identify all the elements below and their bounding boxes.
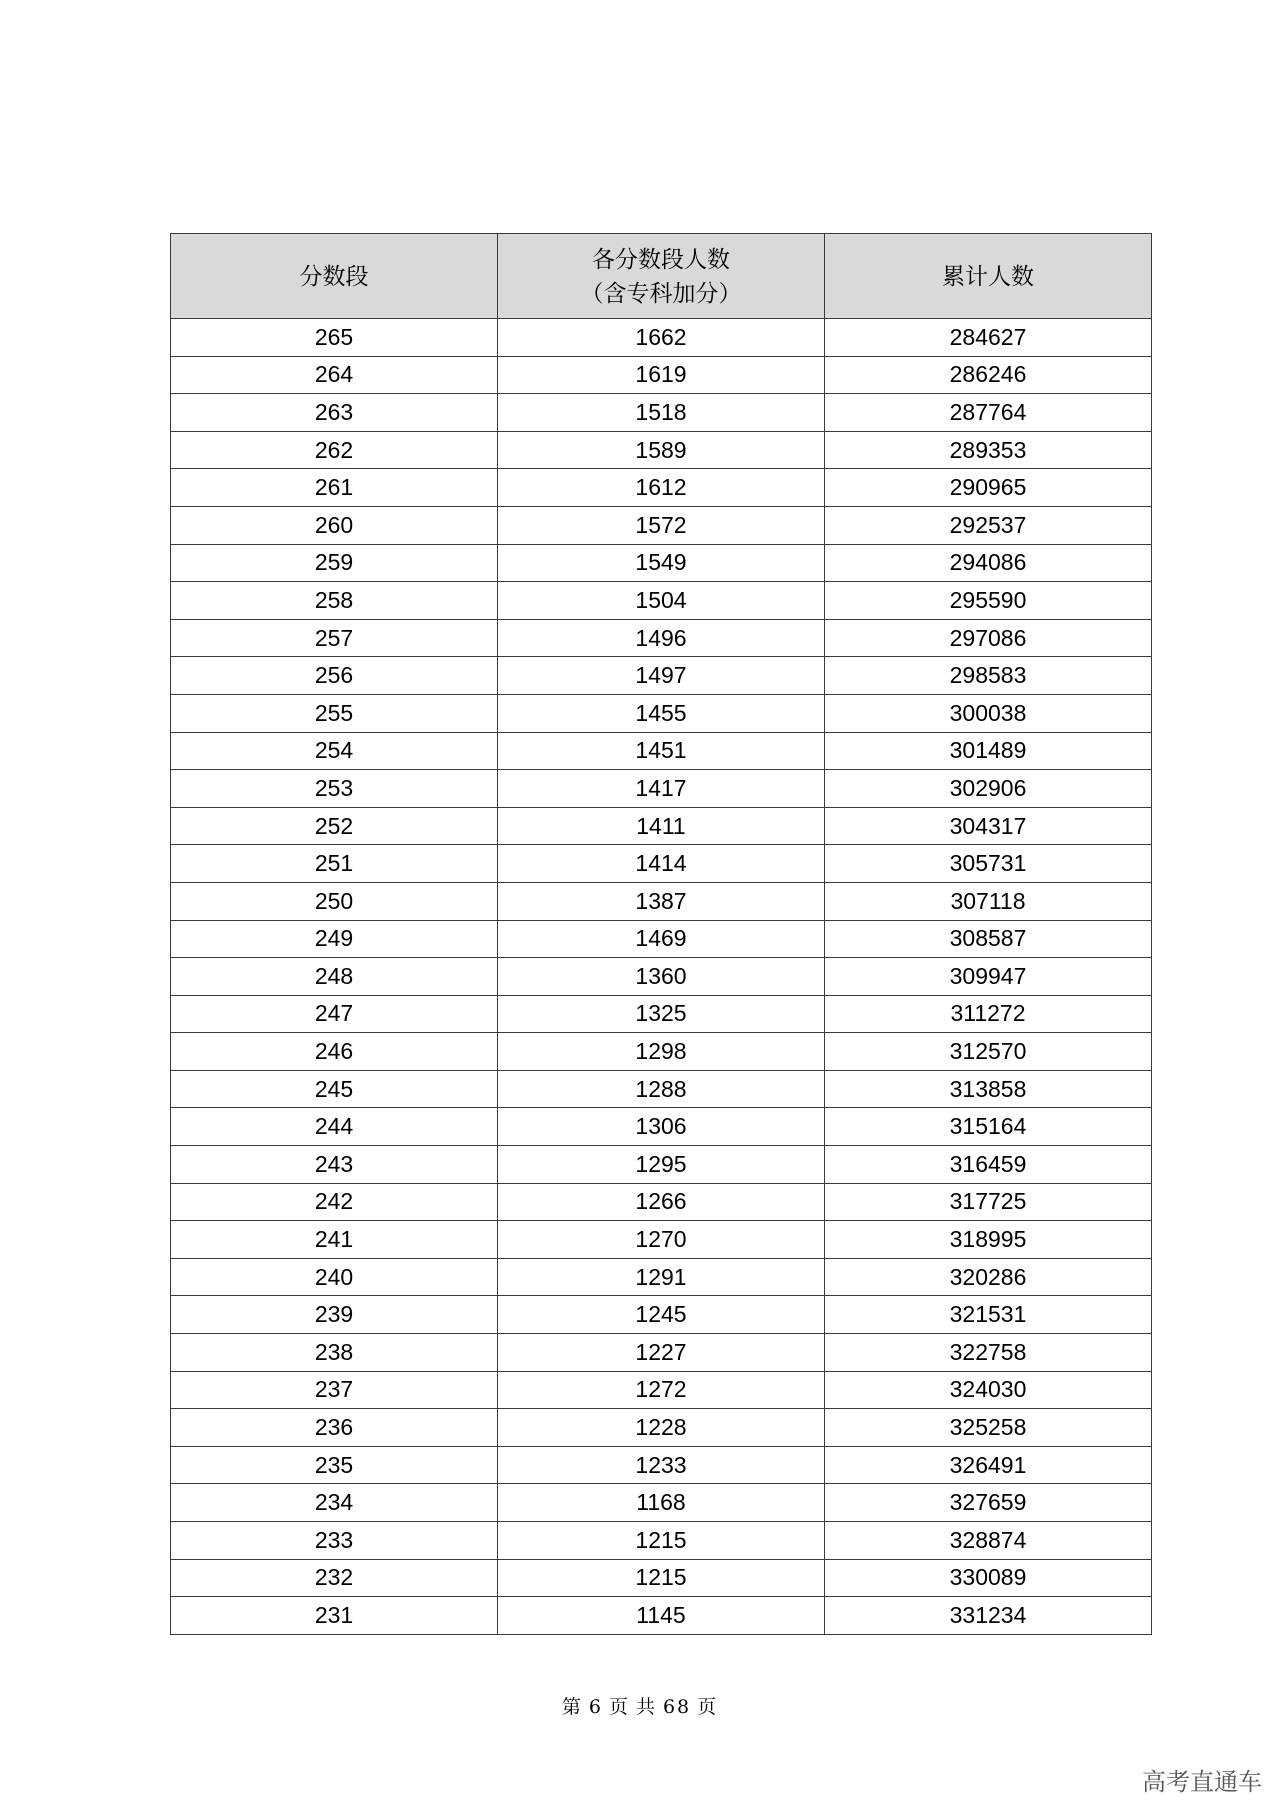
cell-band-count: 1504 [498, 582, 825, 620]
table-header-row [171, 234, 1152, 319]
cell-cumulative: 287764 [825, 394, 1152, 432]
table-row [171, 1296, 1152, 1334]
cell-cumulative: 311272 [825, 995, 1152, 1033]
cell-cumulative: 290965 [825, 469, 1152, 507]
cell-band-count: 1619 [498, 356, 825, 394]
table-row [171, 544, 1152, 582]
table-row [171, 807, 1152, 845]
table-row [171, 431, 1152, 469]
table-row [171, 1334, 1152, 1372]
table-row [171, 958, 1152, 996]
cell-score-band: 241 [171, 1221, 498, 1259]
cell-cumulative: 313858 [825, 1070, 1152, 1108]
cell-cumulative: 331234 [825, 1597, 1152, 1635]
cell-score-band: 234 [171, 1484, 498, 1522]
cell-cumulative: 294086 [825, 544, 1152, 582]
cell-band-count: 1272 [498, 1371, 825, 1409]
cell-band-count: 1145 [498, 1597, 825, 1635]
cell-score-band: 260 [171, 506, 498, 544]
table-row [171, 770, 1152, 808]
cell-score-band: 265 [171, 319, 498, 357]
cell-cumulative: 297086 [825, 619, 1152, 657]
cell-band-count: 1360 [498, 958, 825, 996]
cell-score-band: 252 [171, 807, 498, 845]
table-row [171, 356, 1152, 394]
cell-score-band: 238 [171, 1334, 498, 1372]
table-row [171, 882, 1152, 920]
cell-band-count: 1306 [498, 1108, 825, 1146]
cell-cumulative: 327659 [825, 1484, 1152, 1522]
cell-band-count: 1168 [498, 1484, 825, 1522]
header-score-band-label: 分数段 [299, 263, 369, 289]
table-row [171, 1522, 1152, 1560]
footer-total-pages: 68 [662, 1696, 692, 1718]
cell-score-band: 235 [171, 1446, 498, 1484]
cell-cumulative: 307118 [825, 882, 1152, 920]
watermark-text: 高考直通车 [1142, 1769, 1262, 1796]
cell-cumulative: 298583 [825, 657, 1152, 695]
cell-score-band: 256 [171, 657, 498, 695]
cell-score-band: 239 [171, 1296, 498, 1334]
table-row [171, 1070, 1152, 1108]
cell-score-band: 243 [171, 1146, 498, 1184]
cell-cumulative: 328874 [825, 1522, 1152, 1560]
cell-cumulative: 321531 [825, 1296, 1152, 1334]
cell-cumulative: 284627 [825, 319, 1152, 357]
cell-cumulative: 324030 [825, 1371, 1152, 1409]
cell-score-band: 244 [171, 1108, 498, 1146]
cell-score-band: 247 [171, 995, 498, 1033]
cell-cumulative: 305731 [825, 845, 1152, 883]
header-band-count [498, 234, 825, 319]
table-row [171, 1221, 1152, 1259]
cell-band-count: 1414 [498, 845, 825, 883]
cell-score-band: 258 [171, 582, 498, 620]
cell-score-band: 245 [171, 1070, 498, 1108]
cell-score-band: 254 [171, 732, 498, 770]
cell-band-count: 1496 [498, 619, 825, 657]
cell-band-count: 1295 [498, 1146, 825, 1184]
cell-cumulative: 316459 [825, 1146, 1152, 1184]
footer-middle1: 页 [608, 1696, 630, 1718]
header-cumulative-label: 累计人数 [942, 263, 1034, 289]
cell-score-band: 246 [171, 1033, 498, 1071]
cell-band-count: 1451 [498, 732, 825, 770]
header-cumulative [825, 234, 1152, 319]
cell-score-band: 233 [171, 1522, 498, 1560]
cell-band-count: 1266 [498, 1183, 825, 1221]
table-row [171, 1484, 1152, 1522]
table-row [171, 845, 1152, 883]
cell-band-count: 1215 [498, 1559, 825, 1597]
cell-band-count: 1288 [498, 1070, 825, 1108]
cell-band-count: 1469 [498, 920, 825, 958]
cell-score-band: 255 [171, 694, 498, 732]
cell-band-count: 1298 [498, 1033, 825, 1071]
table-row [171, 582, 1152, 620]
table-row [171, 1446, 1152, 1484]
table-row [171, 1146, 1152, 1184]
cell-band-count: 1215 [498, 1522, 825, 1560]
cell-band-count: 1233 [498, 1446, 825, 1484]
page-footer [0, 1692, 1280, 1719]
table-row [171, 619, 1152, 657]
cell-score-band: 262 [171, 431, 498, 469]
table-row [171, 506, 1152, 544]
cell-band-count: 1245 [498, 1296, 825, 1334]
table-row [171, 394, 1152, 432]
footer-page-number: 6 [588, 1696, 603, 1718]
table-row [171, 995, 1152, 1033]
cell-band-count: 1387 [498, 882, 825, 920]
table-row [171, 920, 1152, 958]
cell-cumulative: 318995 [825, 1221, 1152, 1259]
cell-cumulative: 300038 [825, 694, 1152, 732]
cell-band-count: 1411 [498, 807, 825, 845]
footer-suffix: 页 [697, 1696, 719, 1718]
header-score-band [171, 234, 498, 319]
cell-cumulative: 304317 [825, 807, 1152, 845]
cell-score-band: 264 [171, 356, 498, 394]
cell-cumulative: 326491 [825, 1446, 1152, 1484]
cell-score-band: 251 [171, 845, 498, 883]
cell-cumulative: 308587 [825, 920, 1152, 958]
cell-band-count: 1270 [498, 1221, 825, 1259]
cell-cumulative: 286246 [825, 356, 1152, 394]
cell-score-band: 250 [171, 882, 498, 920]
cell-band-count: 1518 [498, 394, 825, 432]
cell-score-band: 237 [171, 1371, 498, 1409]
table-row [171, 469, 1152, 507]
cell-cumulative: 302906 [825, 770, 1152, 808]
cell-cumulative: 301489 [825, 732, 1152, 770]
footer-prefix: 第 [561, 1696, 583, 1718]
table-row [171, 1033, 1152, 1071]
table-row [171, 657, 1152, 695]
cell-score-band: 249 [171, 920, 498, 958]
table-row [171, 1258, 1152, 1296]
cell-cumulative: 315164 [825, 1108, 1152, 1146]
table-row [171, 1371, 1152, 1409]
cell-score-band: 236 [171, 1409, 498, 1447]
header-band-count-line1: 各分数段人数 [592, 246, 730, 272]
cell-cumulative: 309947 [825, 958, 1152, 996]
cell-band-count: 1227 [498, 1334, 825, 1372]
cell-score-band: 240 [171, 1258, 498, 1296]
header-band-count-line2: （含专科加分） [580, 280, 742, 306]
table-row [171, 732, 1152, 770]
cell-band-count: 1228 [498, 1409, 825, 1447]
score-distribution-table [170, 233, 1152, 1635]
cell-score-band: 253 [171, 770, 498, 808]
cell-band-count: 1417 [498, 770, 825, 808]
cell-score-band: 263 [171, 394, 498, 432]
cell-band-count: 1589 [498, 431, 825, 469]
cell-band-count: 1455 [498, 694, 825, 732]
cell-cumulative: 317725 [825, 1183, 1152, 1221]
cell-score-band: 231 [171, 1597, 498, 1635]
cell-score-band: 259 [171, 544, 498, 582]
cell-cumulative: 330089 [825, 1559, 1152, 1597]
cell-band-count: 1572 [498, 506, 825, 544]
cell-band-count: 1612 [498, 469, 825, 507]
cell-score-band: 257 [171, 619, 498, 657]
cell-score-band: 232 [171, 1559, 498, 1597]
cell-score-band: 248 [171, 958, 498, 996]
cell-cumulative: 322758 [825, 1334, 1152, 1372]
cell-cumulative: 312570 [825, 1033, 1152, 1071]
table-row [171, 1409, 1152, 1447]
cell-band-count: 1325 [498, 995, 825, 1033]
cell-cumulative: 295590 [825, 582, 1152, 620]
table-body [171, 319, 1152, 1635]
cell-cumulative: 320286 [825, 1258, 1152, 1296]
cell-score-band: 242 [171, 1183, 498, 1221]
cell-band-count: 1662 [498, 319, 825, 357]
table-row [171, 694, 1152, 732]
cell-band-count: 1549 [498, 544, 825, 582]
footer-middle2: 共 [635, 1696, 657, 1718]
cell-cumulative: 292537 [825, 506, 1152, 544]
cell-cumulative: 325258 [825, 1409, 1152, 1447]
table-row [171, 319, 1152, 357]
table-row [171, 1183, 1152, 1221]
cell-score-band: 261 [171, 469, 498, 507]
table-row [171, 1108, 1152, 1146]
table-row [171, 1597, 1152, 1635]
cell-cumulative: 289353 [825, 431, 1152, 469]
cell-band-count: 1291 [498, 1258, 825, 1296]
cell-band-count: 1497 [498, 657, 825, 695]
table-row [171, 1559, 1152, 1597]
